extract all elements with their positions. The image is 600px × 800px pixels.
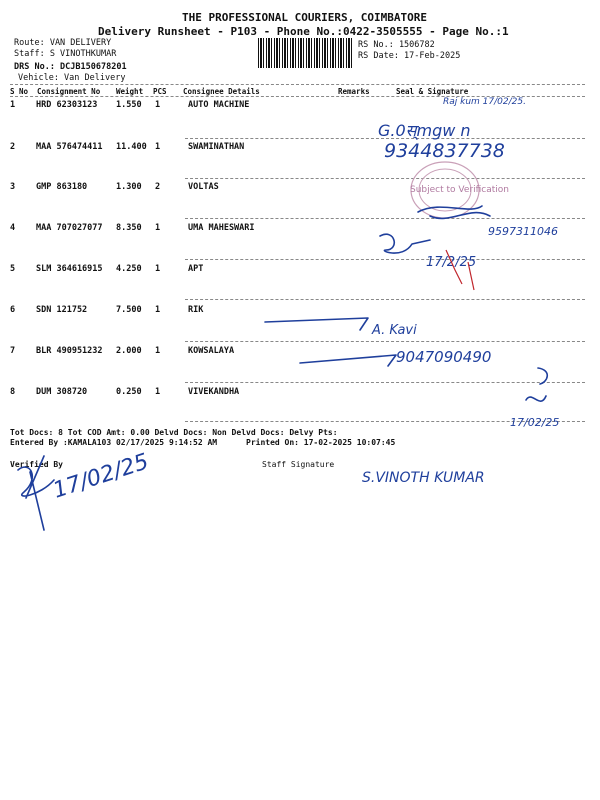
staff-label: Staff: S VINOTHKUMAR xyxy=(14,49,117,59)
row1-signature: Raj kum 17/02/25. xyxy=(443,97,526,107)
row-consignee: APT xyxy=(188,264,204,274)
printed-on: Printed On: 17-02-2025 10:07:45 xyxy=(246,438,396,447)
row-consignment: MAA 707027077 xyxy=(36,223,103,233)
row-weight: 1.550 xyxy=(116,100,142,110)
row-pcs: 1 xyxy=(155,305,161,315)
row-pcs: 1 xyxy=(155,223,161,233)
verified-signature xyxy=(18,456,54,530)
drs-number: DRS No.: DCJB150678201 xyxy=(14,62,127,72)
row-pcs: 2 xyxy=(155,182,161,192)
row8-signature xyxy=(526,368,547,401)
row-consignee: KOWSALAYA xyxy=(188,346,235,356)
row-consignee: VIVEKANDHA xyxy=(188,387,240,397)
row-sno: 3 xyxy=(10,182,16,192)
col-pcs: PCS xyxy=(153,87,167,96)
totals-line: Tot Docs: 8 Tot COD Amt: 0.00 Delvd Docs: Non Delvd Docs: Delvy Pts: xyxy=(10,428,338,437)
row-pcs: 1 xyxy=(155,346,161,356)
entered-by: Entered By :KAMALA103 02/17/2025 9:14:52 AM xyxy=(10,438,218,447)
row-weight: 11.400 xyxy=(116,142,147,152)
row3-signature xyxy=(418,206,490,218)
row-consignment: DUM 308720 xyxy=(36,387,88,397)
row-weight: 1.300 xyxy=(116,182,142,192)
row-weight: 8.350 xyxy=(116,223,142,233)
staff-handwritten-signature: S.VINOTH KUMAR xyxy=(362,470,485,486)
row-consignee: RIK xyxy=(188,305,204,315)
row-sno: 4 xyxy=(10,223,16,233)
row-pcs: 1 xyxy=(155,264,161,274)
row-weight: 2.000 xyxy=(116,346,142,356)
col-consignee: Consignee Details xyxy=(183,87,260,96)
row8-date: 17/02/25 xyxy=(510,416,560,429)
row6-arrow xyxy=(265,318,368,330)
row4-date: 17/2/25 xyxy=(426,255,477,270)
row-consignment: BLR 490951232 xyxy=(36,346,103,356)
row-weight: 4.250 xyxy=(116,264,142,274)
stamp-text: Subject to Verification xyxy=(410,185,509,195)
row-consignment: SLM 364616915 xyxy=(36,264,103,274)
row-sno: 8 xyxy=(10,387,16,397)
col-consignment: Consignment No xyxy=(37,87,101,96)
row7-phone: 9047090490 xyxy=(396,348,492,366)
rs-date: RS Date: 17-Feb-2025 xyxy=(358,51,461,61)
route-label: Route: VAN DELIVERY xyxy=(14,38,112,48)
row-consignee: AUTO MACHINE xyxy=(188,100,250,110)
row7-name: A. Kavi xyxy=(372,323,417,338)
row2-name: G.0स्mgw n xyxy=(378,121,471,140)
vehicle-label: Vehicle: Van Delivery xyxy=(18,73,126,83)
row-sno: 7 xyxy=(10,346,16,356)
row-sno: 1 xyxy=(10,100,16,110)
verified-by-label: Verified By xyxy=(10,460,63,469)
company-name: THE PROFESSIONAL COURIERS, COIMBATORE xyxy=(182,11,428,24)
col-weight: Weight xyxy=(116,87,144,96)
row-weight: 7.500 xyxy=(116,305,142,315)
row-consignee: SWAMINATHAN xyxy=(188,142,245,152)
verified-date: 17/02/25 xyxy=(50,449,152,504)
row-pcs: 1 xyxy=(155,142,161,152)
row-pcs: 1 xyxy=(155,387,161,397)
row-consignee: VOLTAS xyxy=(188,182,219,192)
row-weight: 0.250 xyxy=(116,387,142,397)
row-consignment: GMP 863180 xyxy=(36,182,88,192)
row-consignment: SDN 121752 xyxy=(36,305,88,315)
row-consignee: UMA MAHESWARI xyxy=(188,223,255,233)
col-seal-signature: Seal & Signature xyxy=(396,87,469,96)
row-consignment: MAA 576474411 xyxy=(36,142,103,152)
col-remarks: Remarks xyxy=(338,87,370,96)
row-consignment: HRD 62303123 xyxy=(36,100,98,110)
row-sno: 5 xyxy=(10,264,16,274)
row4-signature xyxy=(380,234,430,253)
row2-phone: 9344837738 xyxy=(384,140,505,162)
row-pcs: 1 xyxy=(155,100,161,110)
rs-number: RS No.: 1506782 xyxy=(358,40,435,50)
row-sno: 2 xyxy=(10,142,16,152)
row7-arrow xyxy=(300,355,396,366)
runsheet-title: Delivery Runsheet - P103 - Phone No.:0422-3505555 - Page No.:1 xyxy=(98,25,509,38)
staff-signature-label: Staff Signature xyxy=(262,460,335,469)
row-sno: 6 xyxy=(10,305,16,315)
row4-phone: 9597311046 xyxy=(488,225,558,238)
col-sno: S No xyxy=(10,87,29,96)
